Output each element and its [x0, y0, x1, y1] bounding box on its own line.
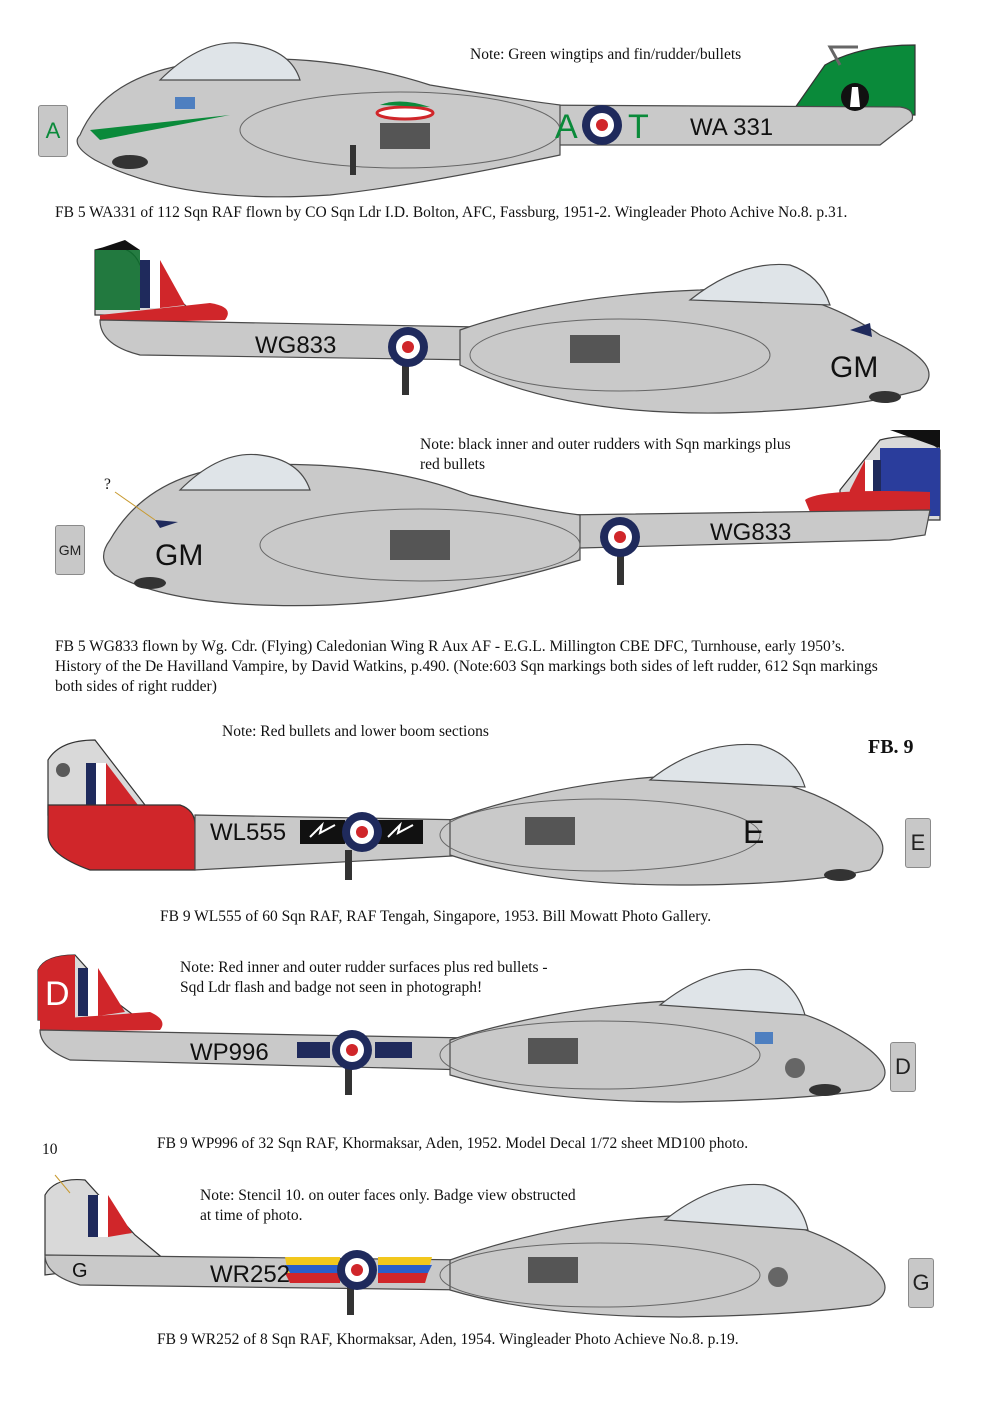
code-letter-right: T: [628, 108, 649, 146]
code-gm-a: GM: [830, 351, 879, 384]
aircraft-profile-wg833-port: [0, 430, 1000, 610]
aircraft-profile-wl555: [0, 725, 1000, 895]
nose-code-tab-d: D: [890, 1042, 916, 1092]
note-wr252-line1: Note: Stencil 10. on outer faces only. Badge view obstructed: [200, 1187, 576, 1204]
red-boom-section: [48, 805, 195, 870]
aircraft-profile-wg833-starboard: [0, 235, 1000, 415]
serial-wp996: WP996: [190, 1039, 269, 1066]
serial-wg833-a: WG833: [255, 332, 337, 359]
question-mark: ?: [104, 476, 111, 493]
serial-wr252: WR252: [210, 1261, 291, 1288]
serial-wg833-b: WG833: [710, 519, 792, 546]
fin-letter-d: D: [45, 975, 70, 1013]
note-wp996-line2: Sqd Ldr flash and badge not seen in photograph!: [180, 979, 483, 996]
caption-wr252: FB 9 WR252 of 8 Sqn RAF, Khormaksar, Aden, 1954. Wingleader Photo Achieve No.8. p.19.: [157, 1331, 739, 1348]
caption-wg833-line3: both sides of right rudder): [55, 678, 217, 695]
code-e: E: [743, 814, 765, 850]
caption-wl555: FB 9 WL555 of 60 Sqn RAF, RAF Tengah, Singapore, 1953. Bill Mowatt Photo Gallery.: [160, 908, 712, 925]
caption-wg833-line1: FB 5 WG833 flown by Wg. Cdr. (Flying) Caledonian Wing R Aux AF - E.G.L. Millington CBE DFC, Turnhouse, early 1950’s.: [55, 638, 845, 655]
note-wg833-line1: Note: black inner and outer rudders with Sqn markings plus: [420, 436, 791, 453]
note-wl555: Note: Red bullets and lower boom sections: [222, 723, 489, 740]
code-letter-left: A: [555, 108, 578, 146]
code-gm-b: GM: [155, 539, 204, 572]
aircraft-profile-wp996: [0, 950, 1000, 1110]
note-wr252-line2: at time of photo.: [200, 1207, 303, 1224]
nose-code-tab-e: E: [905, 818, 931, 868]
nose-code-tab-a: A: [38, 105, 68, 157]
aircraft-profile-wa331: [0, 25, 1000, 225]
serial-wa331: WA 331: [690, 114, 774, 141]
code-g: G: [72, 1260, 88, 1282]
section-heading-fb9: FB. 9: [868, 736, 914, 758]
note-wp996-line1: Note: Red inner and outer rudder surfaces plus red bullets -: [180, 959, 548, 976]
checker-rudder: [95, 250, 140, 310]
aircraft-profile-wr252: [0, 1165, 1000, 1325]
note-wg833-line2: red bullets: [420, 456, 485, 473]
caption-wa331: FB 5 WA331 of 112 Sqn RAF flown by CO Sqn Ldr I.D. Bolton, AFC, Fassburg, 1951-2. Wingleader Photo Achive No.8. p.31.: [55, 204, 848, 221]
caption-wp996: FB 9 WP996 of 32 Sqn RAF, Khormaksar, Aden, 1952. Model Decal 1/72 sheet MD100 photo.: [157, 1135, 749, 1152]
nose-code-tab-g: G: [908, 1258, 934, 1308]
canopy: [160, 43, 300, 80]
note-wa331: Note: Green wingtips and fin/rudder/bullets: [470, 46, 742, 63]
caption-wg833-line2: History of the De Havilland Vampire, by David Watkins, p.490. (Note:603 Sqn markings both sides of left rudder, 612 Sqn markings: [55, 658, 878, 675]
stencil-number: 10: [42, 1141, 58, 1158]
nose-code-tab-gm: GM: [55, 525, 85, 575]
serial-wl555: WL555: [210, 819, 287, 846]
